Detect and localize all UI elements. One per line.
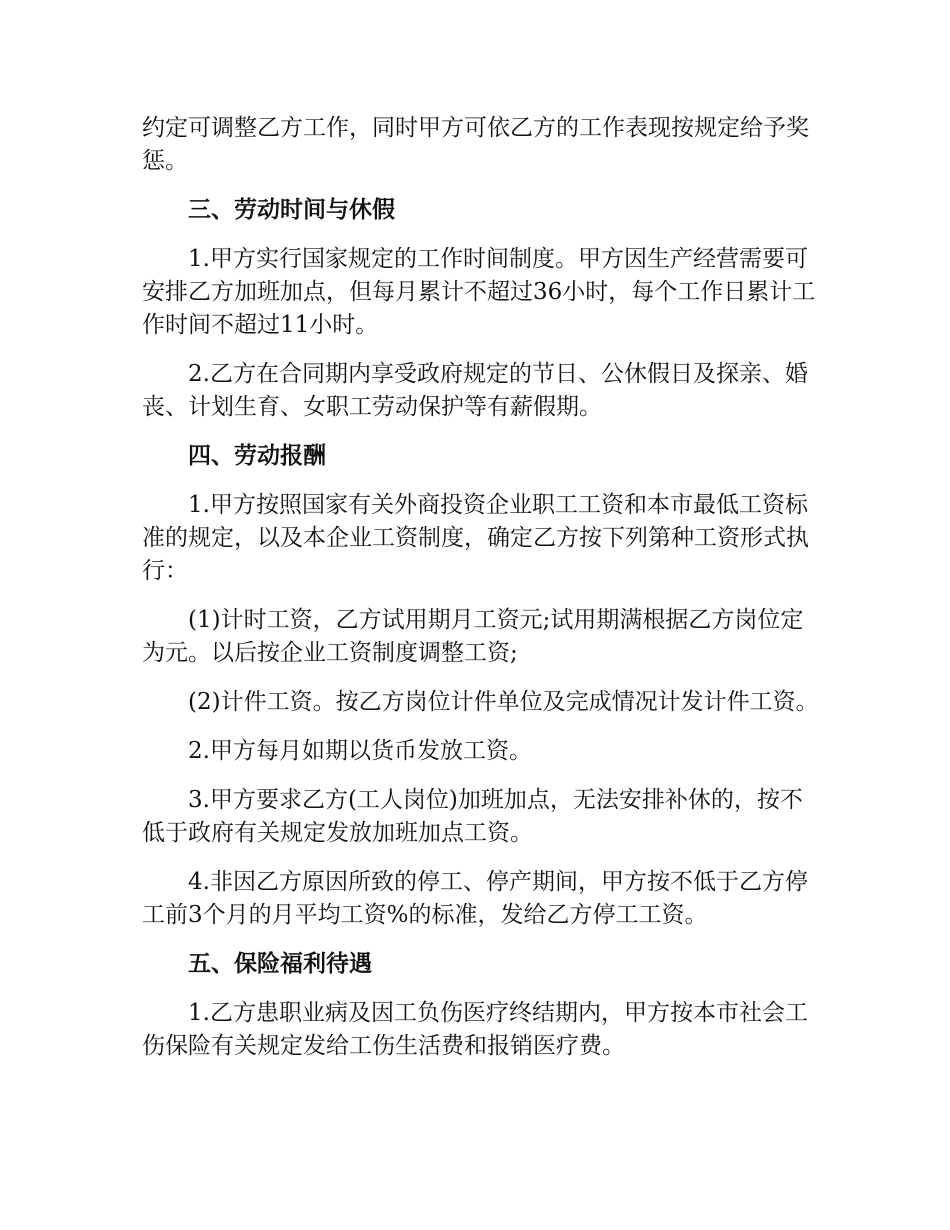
document-page [142,112,824,1079]
paragraph-3-2: 2.乙方在合同期内享受政府规定的节日、公休假日及探亲、婚丧、计划生育、女职工劳动保护等有薪假期。 [142,361,808,420]
paragraph-4-1: 1.甲方按照国家有关外商投资企业职工工资和本市最低工资标准的规定，以及本企业工资制度，确定乙方按下列第种工资形式执行： [142,492,809,584]
paragraph-4-1-item-1: (1)计时工资，乙方试用期月工资元;试用期满根据乙方岗位定为元。以后按企业工资制度调整工资; [142,607,804,666]
section-heading-4: 四、劳动报酬 [188,443,326,469]
paragraph-3-1: 1.甲方实行国家规定的工作时间制度。甲方因生产经营需要可安排乙方加班加点，但每月累计不超过36小时，每个工作日累计工作时间不超过11小时。 [142,246,816,338]
paragraph-5-1: 1.乙方患职业病及因工负伤医疗终结期内，甲方按本市社会工伤保险有关规定发给工伤生活费和报销医疗费。 [142,1000,808,1059]
paragraph-4-1-item-2: (2)计件工资。按乙方岗位计件单位及完成情况计发计件工资。 [188,689,819,715]
paragraph-4-4: 4.非因乙方原因所致的停工、停产期间，甲方按不低于乙方停工前3个月的月平均工资%的标准，发给乙方停工工资。 [142,869,808,928]
paragraph-continuation: 约定可调整乙方工作，同时甲方可依乙方的工作表现按规定给予奖惩。 [142,115,809,174]
section-heading-3: 三、劳动时间与休假 [188,197,395,223]
paragraph-4-3: 3.甲方要求乙方(工人岗位)加班加点，无法安排补休的，按不低于政府有关规定发放加班加点工资。 [142,787,803,846]
paragraph-4-2: 2.甲方每月如期以货币发放工资。 [188,738,532,764]
section-heading-5: 五、保险福利待遇 [188,951,372,977]
